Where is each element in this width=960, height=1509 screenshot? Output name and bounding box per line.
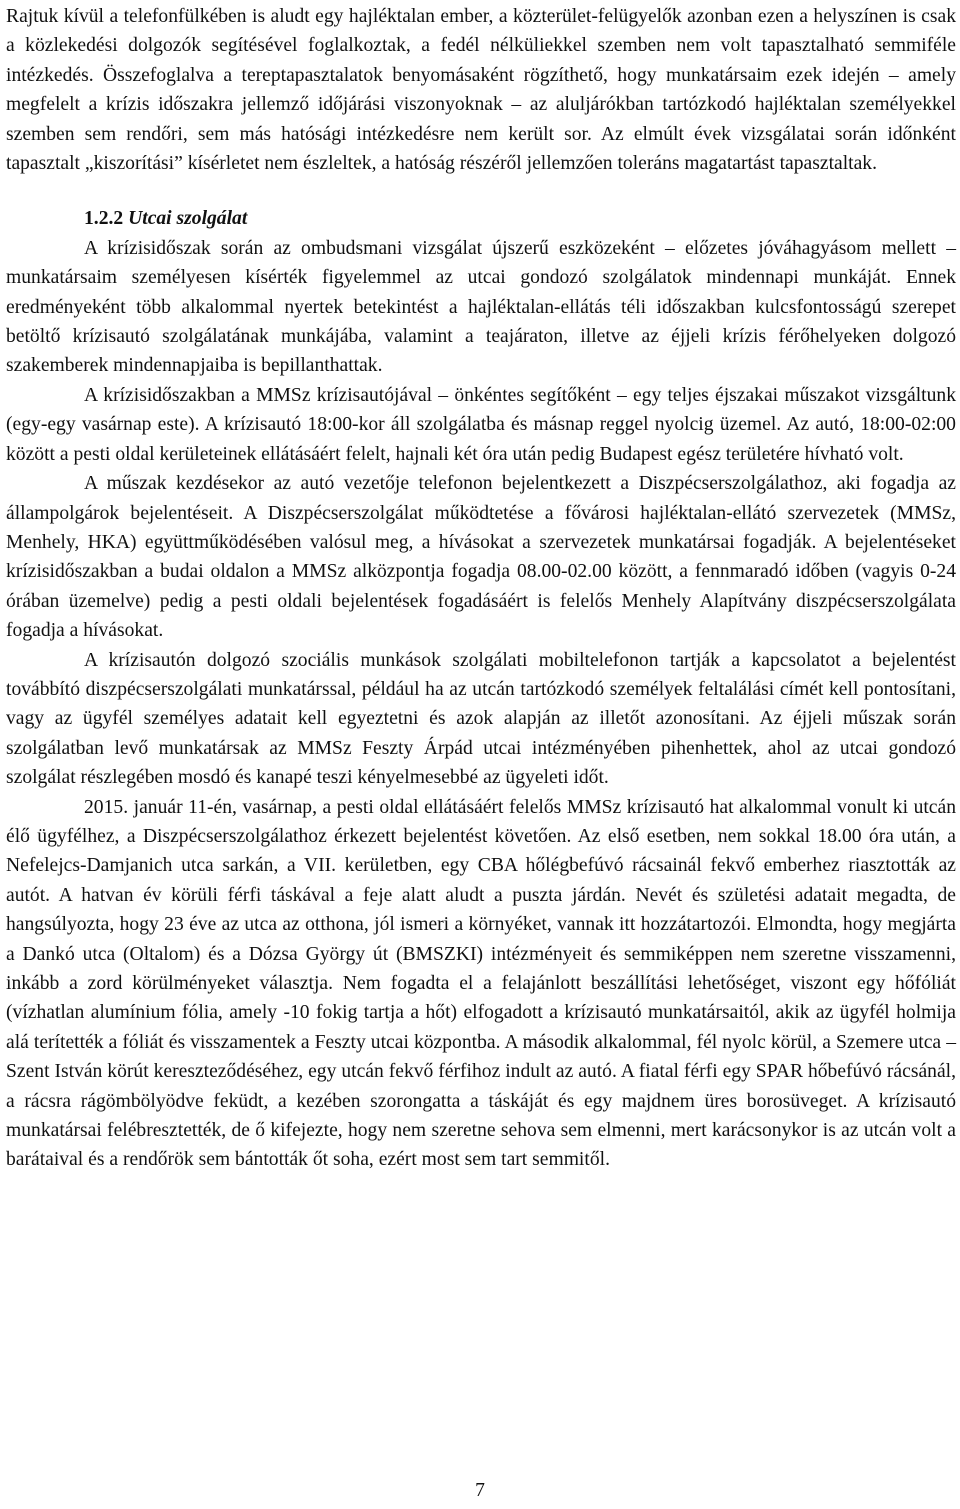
paragraph-run: A hatvan év körüli férfi táskával a feje alatt aludt a puszta járdán. bbox=[58, 884, 636, 906]
paragraph-run: A műszak kezdésekor az autó vezetője telefonon bejelentkezett a Diszpécserszolgálathoz, aki fogadja az állampolgárok bejelentéseit. bbox=[6, 473, 956, 524]
paragraph-run: Nem fogadta el a felajánlott beszállítási lehetőséget, viszont egy hőfóliát (vízhatlan alumínium fólia, amely -10 fokig tartja a hőt) elfogadott a krízisautó munkatársaitól, akik az ügyfél holmija alá terítették a fóliát és visszamentek a Feszty utcai központba. bbox=[6, 973, 957, 1053]
section-title: Utcai szolgálat bbox=[128, 208, 248, 230]
paragraph-run: A bejelentéseket krízisidőszakban a budai oldalon a MMSz alközpontja fogadja 08.00-02.00 között, a fennmaradó időben (vagyis 0-24 órában üzemelve) pedig a pesti oldali bejelentések fogadásáért is felelős Menhely Alapítvány diszpécserszolgálata fogadja a hívásokat. bbox=[6, 531, 956, 642]
section-heading bbox=[6, 204, 956, 233]
body-paragraph bbox=[6, 646, 956, 793]
document-page bbox=[6, 0, 956, 1175]
section-number: 1.2.2 bbox=[84, 208, 124, 230]
paragraph-run: A krízisidőszak során az ombudsmani vizsgálat újszerű eszközeként – előzetes jóváhagyásom mellett – munkatársaim személyesen kísérték figyelemmel az utcai gondozó szolgálatok mindennapi munkáját. bbox=[6, 237, 956, 289]
paragraph-run: A Diszpécserszolgálat működtetése a fővárosi hajléktalan-ellátó szervezetek (MMSz, Menhely, HKA) együttműködésében valósul meg, a hívásokat a szervezetek munkatársai fogadják. bbox=[6, 502, 956, 553]
paragraph-run: A krízisautó munkatársai felébresztették, de ő kifejezte, hogy nem szeretne sehova sem elmenni, mert karácsonykor is az utcán volt a barátaival és a rendőrök sem bántották őt soha, ezért most sem tart semmitől. bbox=[6, 1090, 957, 1171]
paragraph-run: Az éjjeli műszak során szolgálatban levő munkatársak az MMSz Feszty Árpád utcai intézményében pihenhettek, ahol az utcai gondozó szolgálat részlegében mosdó és kanapé teszi kényelmesebbé az ügyeleti időt. bbox=[6, 708, 956, 789]
body-paragraph bbox=[6, 234, 956, 381]
body-paragraph-intro bbox=[6, 0, 956, 178]
paragraph-run: Ennek eredményeként több alkalommal nyertek betekintést a hajléktalan-ellátás téli időszakban kulcsfontosságú szerepet betöltő krízisautó szolgálatának munkájába, valamint a teajáraton, illetve az éjjeli krízis férőhelyeken dolgozó szakemberek mindennapjaiba is bepillanthattak. bbox=[6, 267, 956, 377]
body-paragraph bbox=[6, 381, 956, 469]
page-number: 7 bbox=[475, 1480, 485, 1501]
paragraph-run: Elmondta, hogy megjárta a Dankó utca (Oltalom) és a Dózsa György út (BMSZKI) intézményeit és semmiképpen nem szeretne visszamenni, inkább a zord körülményeket választja. bbox=[6, 914, 957, 994]
paragraph-run: Az autó, 18:00-02:00 között a pesti oldal kerületeinek ellátásáért felelt, hajnali két óra után pedig Budapest egész területére hívható volt. bbox=[6, 414, 956, 465]
paragraph-run: Nevét és születési adatait megadta, de hangsúlyozta, hogy 23 éve az utca az otthona, jól ismeri a környéket, vannak itt hozzátartozói. bbox=[6, 884, 956, 936]
paragraph-run: A krízisautón dolgozó szociális munkások szolgálati mobiltelefonon tartják a kapcsolatot a bejelentést továbbító diszpécserszolgálati munkatárssal, például ha az utcán tartózkodó személyek feltalálási címét kell pontosítani, vagy az ügyfél személyes adatait kell egyeztetni és azok alapján az illetőt azonosítani. bbox=[6, 649, 956, 730]
paragraph-run: A krízisautó 18:00-kor áll szolgálatba és másnap reggel nyolcig üzemel. bbox=[204, 414, 787, 436]
paragraph-run: A krízisidőszakban a MMSz krízisautójával – önkéntes segítőként – egy teljes éjszakai műszakot vizsgáltunk (egy-egy vasárnap este). bbox=[6, 384, 956, 436]
paragraph-run: Összefoglalva a tereptapasztalatok benyomásaként rögzíthető, hogy munkatársaim ezek idején – amely megfelelt a krízis időszakra jellemző időjárási viszonyoknak – az aluljárókban tartózkodó hajléktalan személyekkel szemben sem rendőri, sem más hatósági intézkedésre nem került sor. bbox=[6, 64, 956, 145]
paragraph-run: A második alkalommal, fél nyolc körül, a Szemere utca – Szent István körút kereszteződéséhez, egy utcán fekvő férfihoz indult az autó. bbox=[6, 1031, 956, 1083]
paragraph-run: Az elmúlt évek vizsgálatai során időnként tapasztalt „kiszorítási” kísérletet nem észleltek, a hatóság részéről jellemzően toleráns magatartást tapasztaltak. bbox=[6, 123, 956, 175]
paragraph-run: A fiatal férfi egy SPAR hőbefúvó rácsánál, a rácsra rágömbölyödve feküdt, a kezében szorongatta a táskáját és egy majdnem üres borosüveget. bbox=[6, 1061, 956, 1112]
paragraph-run: 2015. január 11-én, vasárnap, a pesti oldal ellátásáért felelős MMSz krízisautó hat alkalommal vonult ki utcán élő ügyfélhez, a Diszpécserszolgálathoz érkezett bejelentést követően. bbox=[6, 796, 956, 847]
paragraph-run: Az első esetben, nem sokkal 18.00 óra után, a Nefelejcs-Damjanich utca sarkán, a VII. kerületben, egy CBA hőlégbefúvó rácsainál fekvő emberhez riasztották az autót. bbox=[6, 825, 956, 906]
body-paragraph bbox=[6, 793, 956, 1175]
paragraph-run: Rajtuk kívül a telefonfülkében is aludt egy hajléktalan ember, a közterület-felügyelők azonban ezen a helyszínen is csak a közlekedési dolgozók segítésével foglalkoztak, a fedél nélküliekkel szemben nem volt tapasztalható semmiféle intézkedés. bbox=[6, 6, 956, 86]
body-paragraph bbox=[6, 469, 956, 645]
